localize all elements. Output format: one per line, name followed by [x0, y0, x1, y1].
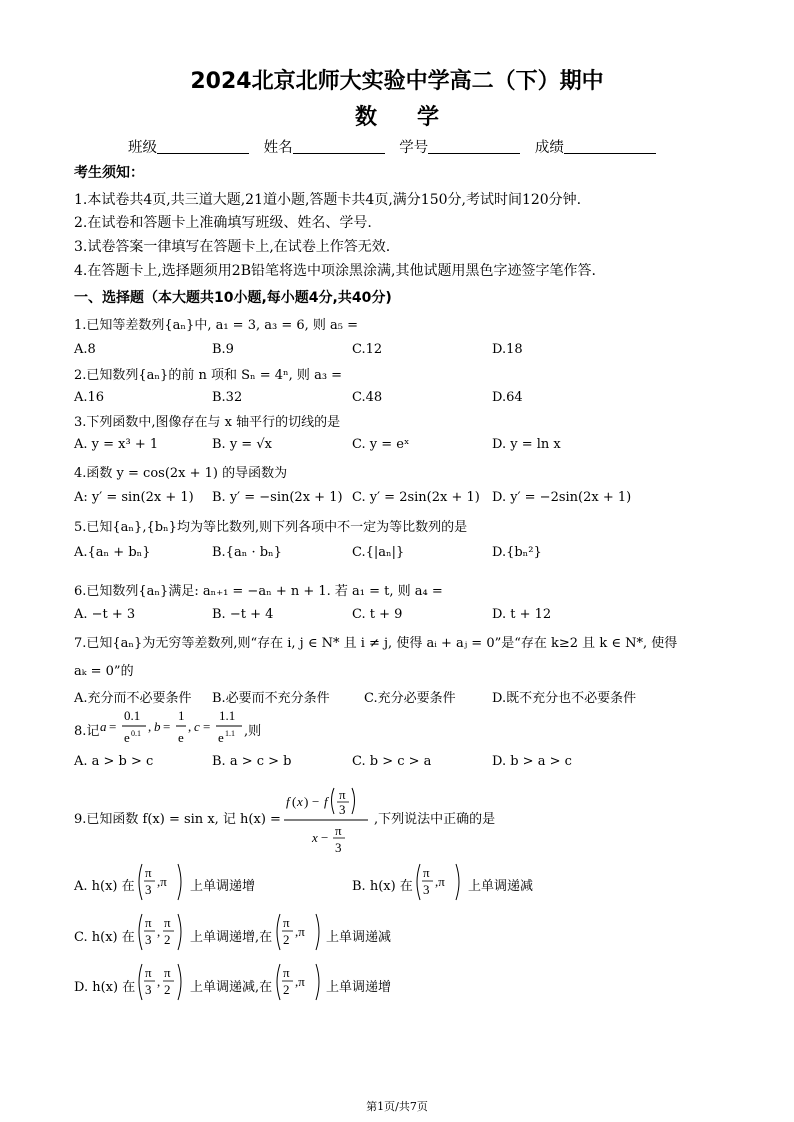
- option-d-text-1: 上单调递减,在: [190, 980, 273, 995]
- option-c: C.充分必要条件: [364, 691, 456, 706]
- section-heading: 一、选择题（本大题共10小题,每小题4分,共40分): [74, 290, 392, 306]
- svg-text:π: π: [283, 915, 290, 930]
- option-b: B.必要而不充分条件: [212, 691, 330, 706]
- question-stem: 8.记: [74, 724, 100, 739]
- svg-text:x: x: [312, 830, 318, 845]
- option-c: C.{|aₙ|}: [352, 545, 405, 560]
- svg-text:,π: ,π: [157, 874, 167, 889]
- option-b: B.{aₙ · bₙ}: [212, 545, 282, 560]
- question-stem-end: ,下列说法中正确的是: [374, 812, 496, 827]
- field-score-blank[interactable]: [564, 139, 656, 154]
- option-b: B.32: [212, 390, 243, 405]
- svg-text:−: −: [312, 794, 320, 809]
- option-d: D. t + 12: [492, 607, 552, 622]
- svg-text:,π: ,π: [295, 924, 305, 939]
- option-a: A. y = x³ + 1: [74, 437, 159, 452]
- option-d: D. y = ln x: [492, 437, 561, 452]
- interval-pi2-pi: [274, 962, 326, 1002]
- field-id-label: 学号: [399, 140, 429, 156]
- option-d: D.18: [492, 342, 523, 357]
- field-name-blank[interactable]: [293, 139, 385, 154]
- question-stem: 6.已知数列{aₙ}满足: aₙ₊₁ = −aₙ + n + 1. 若 a₁ = t, 则 a₄ =: [74, 584, 443, 599]
- option-b: B. h(x) 在: [352, 879, 413, 894]
- option-a-text: 上单调递增: [190, 879, 256, 894]
- option-c: C.12: [352, 342, 383, 357]
- svg-text:=: =: [163, 719, 171, 734]
- question-stem: 2.已知数列{aₙ}的前 n 项和 Sₙ = 4ⁿ, 则 a₃ =: [74, 368, 343, 383]
- option-b: B. y = √x: [212, 437, 272, 452]
- option-a: A. a > b > c: [74, 754, 154, 769]
- option-a: A. −t + 3: [74, 607, 136, 622]
- field-class-blank[interactable]: [157, 139, 249, 154]
- option-b-text: 上单调递减: [468, 879, 534, 894]
- field-name-label: 姓名: [263, 140, 293, 156]
- notice-item: 3.试卷答案一律填写在答题卡上,在试卷上作答无效.: [74, 239, 391, 255]
- svg-text:0.1: 0.1: [131, 729, 141, 738]
- option-a: A. h(x) 在: [74, 879, 135, 894]
- question-stem: 1.已知等差数列{aₙ}中, a₁ = 3, a₃ = 6, 则 a₅ =: [74, 318, 359, 333]
- svg-text:e: e: [178, 730, 184, 745]
- svg-text:π: π: [423, 865, 430, 880]
- option-d: D.既不充分也不必要条件: [492, 691, 637, 706]
- field-score-label: 成绩: [534, 140, 564, 156]
- option-c: C. y′ = 2sin(2x + 1): [352, 490, 480, 505]
- notice-item: 2.在试卷和答题卡上准确填写班级、姓名、学号.: [74, 215, 372, 231]
- svg-text:2: 2: [164, 932, 171, 947]
- interval-pi3-pi2: [136, 962, 188, 1002]
- svg-text:3: 3: [335, 840, 342, 855]
- option-d: D. b > a > c: [492, 754, 572, 769]
- option-c-text-1: 上单调递增,在: [190, 930, 273, 945]
- question-stem: 3.下列函数中,图像存在与 x 轴平行的切线的是: [74, 415, 341, 430]
- svg-text:e: e: [218, 730, 224, 745]
- option-c: C.48: [352, 390, 383, 405]
- page-title: 2024北京北师大实验中学高二（下）期中: [190, 69, 604, 94]
- svg-text:f: f: [324, 794, 328, 809]
- subject-title: 数学: [354, 105, 479, 130]
- option-b: B. a > c > b: [212, 754, 292, 769]
- svg-text:3: 3: [145, 932, 152, 947]
- svg-text:x: x: [297, 794, 303, 809]
- svg-text:π: π: [164, 915, 171, 930]
- question-stem-continued: aₖ = 0”的: [74, 664, 134, 679]
- option-b: B. y′ = −sin(2x + 1): [212, 490, 343, 505]
- field-class-label: 班级: [128, 140, 157, 156]
- option-c: C. b > c > a: [352, 754, 432, 769]
- question-stem: 9.已知函数 f(x) = sin x, 记 h(x) =: [74, 812, 281, 827]
- option-d: D. h(x) 在: [74, 980, 136, 995]
- svg-text:3: 3: [145, 882, 152, 897]
- svg-text:π: π: [164, 965, 171, 980]
- svg-text:,π: ,π: [295, 974, 305, 989]
- svg-text:π: π: [145, 865, 152, 880]
- option-c: C. y = eˣ: [352, 437, 410, 452]
- svg-text:−: −: [321, 830, 329, 845]
- svg-text:a: a: [100, 719, 107, 734]
- svg-text:e: e: [124, 730, 130, 745]
- svg-text:f: f: [286, 794, 290, 809]
- svg-text:0.1: 0.1: [124, 708, 141, 723]
- option-c-text-2: 上单调递减: [326, 930, 392, 945]
- student-info-row: [128, 136, 666, 157]
- question-9-formula: [282, 780, 374, 860]
- option-c: C. t + 9: [352, 607, 403, 622]
- svg-text:,: ,: [148, 719, 152, 734]
- svg-text:π: π: [283, 965, 290, 980]
- option-d: D.{bₙ²}: [492, 545, 542, 560]
- option-b: B.9: [212, 342, 234, 357]
- question-stem-end: ,则: [244, 724, 262, 739]
- option-a: A: y′ = sin(2x + 1): [74, 490, 194, 505]
- interval-pi3-pi: [414, 862, 466, 902]
- svg-text:1.1: 1.1: [225, 729, 235, 738]
- notice-item: 1.本试卷共4页,共三道大题,21道小题,答题卡共4页,满分150分,考试时间120分钟.: [74, 192, 582, 208]
- svg-text:,: ,: [157, 974, 161, 989]
- svg-text:1.1: 1.1: [219, 708, 236, 723]
- question-stem: 5.已知{aₙ},{bₙ}均为等比数列,则下列各项中不一定为等比数列的是: [74, 520, 468, 535]
- option-a: A.16: [74, 390, 105, 405]
- svg-text:2: 2: [283, 932, 290, 947]
- svg-text:π: π: [145, 965, 152, 980]
- svg-text:=: =: [109, 719, 117, 734]
- interval-pi2-pi: [274, 912, 326, 952]
- option-b: B. −t + 4: [212, 607, 274, 622]
- svg-text:3: 3: [423, 882, 430, 897]
- svg-text:c: c: [194, 719, 200, 734]
- svg-text:,: ,: [188, 719, 192, 734]
- interval-pi3-pi2: [136, 912, 188, 952]
- svg-text:π: π: [145, 915, 152, 930]
- page-footer: 第1页/共7页: [366, 1100, 428, 1113]
- svg-text:π: π: [335, 823, 342, 838]
- notice-item: 4.在答题卡上,选择题须用2B铅笔将选中项涂黑涂满,其他试题用黑色字迹签字笔作答.: [74, 263, 596, 279]
- field-id-blank[interactable]: [428, 139, 520, 154]
- svg-text:,π: ,π: [435, 874, 445, 889]
- svg-text:,: ,: [157, 924, 161, 939]
- svg-text:1: 1: [178, 708, 185, 723]
- svg-text:(: (: [292, 794, 297, 809]
- svg-text:3: 3: [145, 982, 152, 997]
- svg-text:): ): [304, 794, 309, 809]
- question-stem: 4.函数 y = cos(2x + 1) 的导函数为: [74, 466, 288, 481]
- svg-text:3: 3: [339, 802, 346, 817]
- option-d-text-2: 上单调递增: [326, 980, 392, 995]
- svg-text:π: π: [339, 787, 346, 802]
- option-a: A.{aₙ + bₙ}: [74, 545, 151, 560]
- option-c: C. h(x) 在: [74, 930, 135, 945]
- svg-text:2: 2: [283, 982, 290, 997]
- interval-pi3-pi: [136, 862, 188, 902]
- svg-text:b: b: [154, 719, 161, 734]
- option-d: D. y′ = −2sin(2x + 1): [492, 490, 632, 505]
- option-a: A.充分而不必要条件: [74, 691, 192, 706]
- svg-text:=: =: [203, 719, 211, 734]
- question-stem: 7.已知{aₙ}为无穷等差数列,则“存在 i, j ∈ N* 且 i ≠ j, 使得 aᵢ + aⱼ = 0”是“存在 k≥2 且 k ∈ N*, 使得: [74, 636, 678, 651]
- question-8-formula: [100, 704, 290, 750]
- option-a: A.8: [74, 342, 96, 357]
- svg-text:2: 2: [164, 982, 171, 997]
- option-d: D.64: [492, 390, 523, 405]
- notice-heading: 考生须知：: [74, 165, 144, 181]
